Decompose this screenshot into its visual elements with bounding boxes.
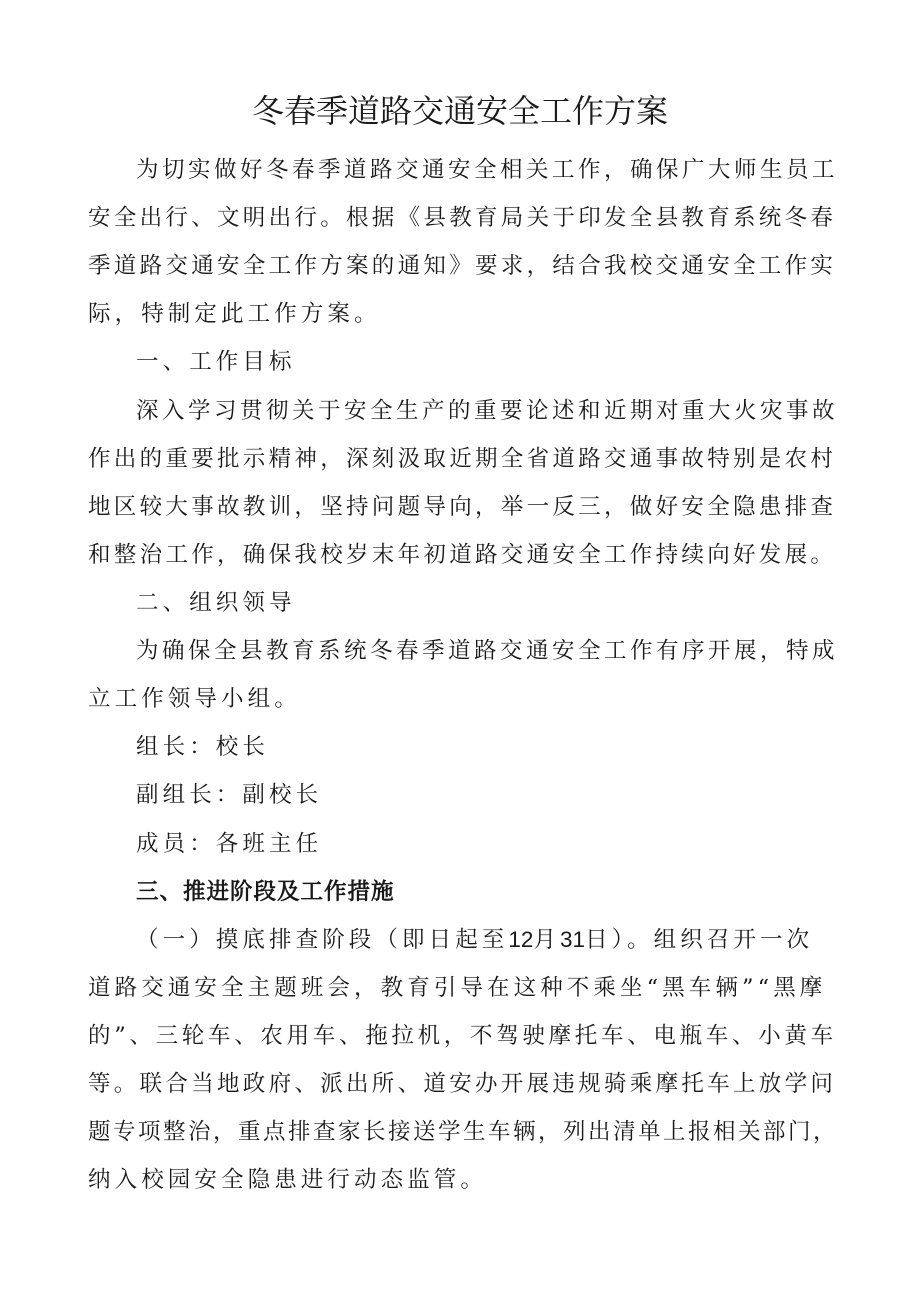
section-3-heading: 三、推进阶段及工作措施	[136, 879, 395, 905]
intro-line-3: 季道路交通安全工作方案的通知》要求，结合我校交通安全工作实	[88, 253, 837, 279]
phase-1-line-5: 纳入校园安全隐患进行动态监管。	[88, 1167, 488, 1193]
phase-1-lead-b: 月	[533, 927, 561, 953]
section-1-line-4: 和整治工作，确保我校岁末年初道路交通安全工作持续向好发展。	[88, 542, 837, 568]
group-leader: 组长：校长	[136, 734, 270, 760]
section-1-heading: 一、工作目标	[136, 349, 296, 375]
phase-1-line-1: 道路交通安全主题班会，教育引导在这种不乘坐“黑车辆”“黑摩	[88, 975, 827, 1001]
intro-line-4: 际，特制定此工作方案。	[88, 301, 381, 327]
document-title: 冬春季道路交通安全工作方案	[251, 92, 668, 130]
section-2-heading: 二、组织领导	[136, 590, 296, 616]
section-1-line-3: 地区较大事故教训，坚持问题导向，举一反三，做好安全隐患排查	[88, 494, 837, 520]
section-1-line-2: 作出的重要批示精神，深刻汲取近期全省道路交通事故特别是农村	[88, 446, 837, 472]
section-2-line-1: 为确保全县教育系统冬春季道路交通安全工作有序开展，特成	[136, 638, 839, 664]
phase-1-line-4: 题专项整治，重点排查家长接送学生车辆，列出清单上报相关部门，	[88, 1119, 839, 1145]
intro-line-1: 为切实做好冬春季道路交通安全相关工作，确保广大师生员工	[136, 157, 839, 183]
phase-1-day: 31	[560, 927, 586, 952]
group-members: 成员：各班主任	[136, 831, 323, 857]
section-1-line-1: 深入学习贯彻关于安全生产的重要论述和近期对重大火灾事故	[136, 398, 839, 424]
phase-1-lead-a: （一）摸底排查阶段（即日起至	[136, 927, 509, 953]
section-2-line-2: 立工作领导小组。	[88, 686, 301, 712]
intro-line-2: 安全出行、文明出行。根据《县教育局关于印发全县教育系统冬春	[88, 205, 837, 231]
phase-1-lead-c: 日）。组织召开一次	[585, 927, 814, 953]
phase-1-lead	[136, 922, 813, 958]
phase-1-line-2: 的”、三轮车、农用车、拖拉机，不驾驶摩托车、电瓶车、小黄车	[88, 1023, 837, 1049]
group-deputy: 副组长：副校长	[136, 782, 323, 808]
phase-1-line-3: 等。联合当地政府、派出所、道安办开展违规骑乘摩托车上放学问	[88, 1071, 837, 1097]
phase-1-month: 12	[508, 927, 534, 952]
